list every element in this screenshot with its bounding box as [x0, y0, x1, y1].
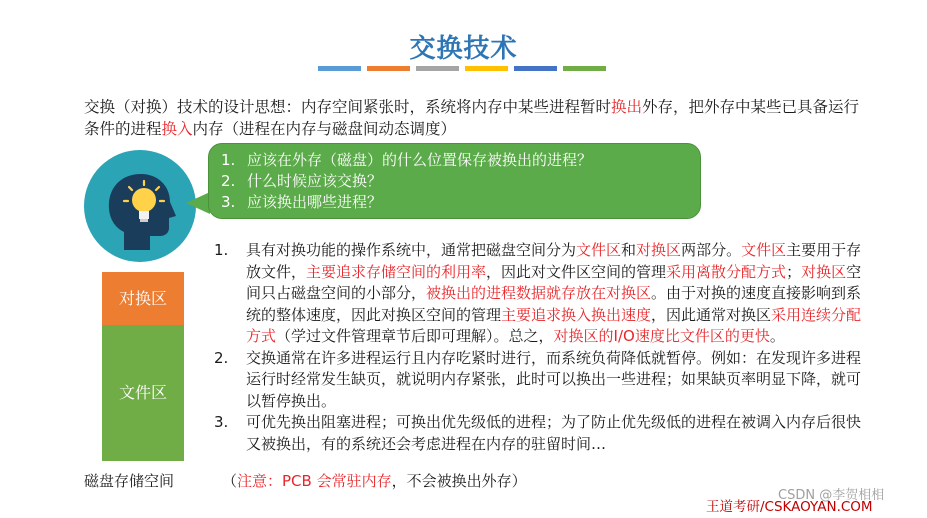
page-title: 交换技术 — [409, 34, 518, 64]
intro-text-3: 内存（进程在内存与磁盘间动态调度） — [192, 120, 457, 138]
csdn-watermark: CSDN @李贺相相 — [778, 488, 885, 503]
point-1: 1. 具有对换功能的操作系统中，通常把磁盘空间分为文件区和对换区两部分。文件区主要用于存放文件，主要追求存储空间的利用率，因此对文件区空间的管理采用离散分配方式；对换区空间只占磁盘空间的小部分，被换出的进程数据就存放在对换区。由于对换的速度直接影响到系统的整体速度，因此对换区空间的管理主要追求换入换出速度，因此通常对换区采用连续分配方式（学过文件管理章节后即可理解）。总之，对换区的I/O速度比文件区的更快。 — [214, 241, 862, 345]
title-bar-2 — [367, 66, 410, 71]
title-bar-1 — [318, 66, 361, 71]
question-item: 1. 应该在外存（磁盘）的什么位置保存被换出的进程？ — [221, 151, 593, 169]
title-bar-4 — [465, 66, 508, 71]
question-item: 3. 应该换出哪些进程？ — [221, 193, 383, 211]
intro-highlight-swap-out: 换出 — [611, 98, 643, 116]
head-with-lightbulb-icon — [84, 150, 196, 262]
intro-paragraph — [84, 96, 864, 140]
intro-text-1: 交换（对换）技术的设计思想：内存空间紧张时，系统将内存中某些进程暂时 — [84, 98, 612, 116]
question-item: 2. 什么时候应该交换？ — [221, 172, 383, 190]
disk-swap-area: 对换区 — [102, 272, 184, 325]
disk-caption: 磁盘存储空间 — [84, 472, 175, 490]
questions-speech-bubble — [208, 143, 701, 219]
title-bar-3 — [416, 66, 459, 71]
explanation-list — [214, 240, 862, 455]
brand-footer: 王道考研/CSKAOYAN.COM — [706, 499, 873, 515]
intro-text-2: 外存，把外存中某些已具备运行条件的进程 — [84, 98, 860, 138]
point-3: 3. 可优先换出阻塞进程；可换出优先级低的进程；为了防止优先级低的进程在被调入内存后很快又被换出，有的系统还会考虑进程在内存的驻留时间… — [214, 413, 862, 453]
title-underline — [318, 66, 608, 71]
point-2: 2. 交换通常在许多进程运行且内存吃紧时进行，而系统负荷降低就暂停。例如：在发现许多进程运行时经常发生缺页，就说明内存紧张，此时可以换出一些进程；如果缺页率明显下降，就可以暂停换出。 — [214, 348, 862, 410]
intro-highlight-swap-in: 换入 — [161, 120, 193, 138]
title-bar-5 — [514, 66, 557, 71]
disk-file-area: 文件区 — [102, 325, 184, 461]
pcb-note: （注意：PCB 会常驻内存，不会被换出外存） — [222, 472, 527, 490]
title-bar-6 — [563, 66, 606, 71]
speech-bubble-tail — [186, 192, 210, 214]
